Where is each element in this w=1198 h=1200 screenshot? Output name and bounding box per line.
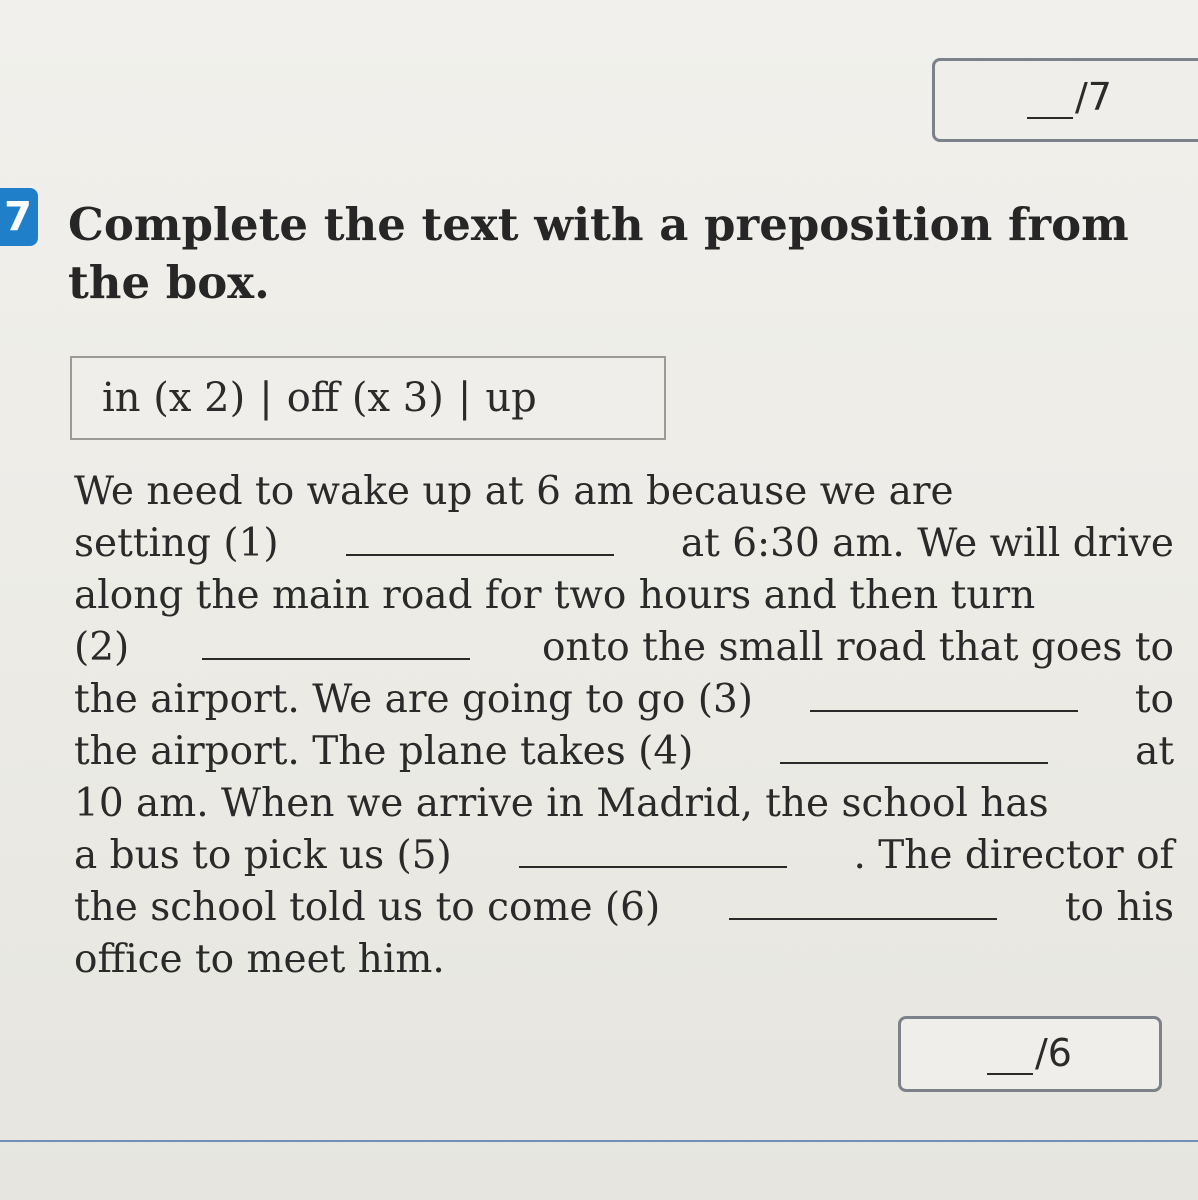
- passage-text-segment: at 6:30 am. We will drive: [680, 521, 1174, 566]
- passage-text: [74, 466, 1174, 986]
- passage-text-segment: setting (1): [74, 521, 279, 566]
- passage-text-segment: the airport. The plane takes (4): [74, 729, 694, 774]
- score-box-top[interactable]: [932, 58, 1198, 142]
- instruction-line-1: Complete the text with a preposition from: [68, 198, 1129, 251]
- answer-blank-3[interactable]: [810, 674, 1078, 712]
- passage-line: [74, 934, 1174, 986]
- passage-line: [74, 778, 1174, 830]
- exercise-instruction: [68, 196, 1178, 312]
- score-box-bottom[interactable]: [898, 1016, 1162, 1092]
- passage-line: [74, 466, 1174, 518]
- section-divider: [0, 1140, 1198, 1142]
- answer-blank-2[interactable]: [202, 622, 470, 660]
- passage-line: [74, 674, 1174, 726]
- passage-text-segment: at: [1135, 729, 1174, 774]
- passage-text-segment: to his: [1064, 885, 1174, 930]
- passage-text-segment: onto the small road that goes to: [542, 625, 1174, 670]
- instruction-line-2: the box.: [68, 256, 270, 309]
- passage-text-segment: . The director of: [853, 833, 1174, 878]
- word-box: [70, 356, 666, 440]
- word-option: off (x 3): [286, 375, 444, 421]
- score-total: /7: [1075, 75, 1112, 119]
- score-total: /6: [1035, 1031, 1072, 1075]
- passage-text-segment: office to meet him.: [74, 937, 445, 982]
- answer-blank-5[interactable]: [519, 830, 787, 868]
- score-blank[interactable]: [1027, 87, 1073, 119]
- passage-line: [74, 518, 1174, 570]
- passage-line: [74, 570, 1174, 622]
- passage-line: [74, 830, 1174, 882]
- passage-text-segment: a bus to pick us (5): [74, 833, 452, 878]
- answer-blank-6[interactable]: [729, 882, 997, 920]
- passage-text-segment: 10 am. When we arrive in Madrid, the school has: [74, 781, 1049, 826]
- exercise-number-badge: 7: [0, 188, 38, 246]
- passage-line: [74, 726, 1174, 778]
- answer-blank-1[interactable]: [346, 518, 614, 556]
- passage-text-segment: along the main road for two hours and then turn: [74, 573, 1036, 618]
- passage-line: [74, 882, 1174, 934]
- word-separator: |: [457, 375, 472, 421]
- passage-text-segment: (2): [74, 625, 130, 670]
- passage-text-segment: to: [1134, 677, 1174, 722]
- word-separator: |: [259, 375, 273, 421]
- passage-text-segment: the school told us to come (6): [74, 885, 661, 930]
- passage-line: [74, 622, 1174, 674]
- answer-blank-4[interactable]: [780, 726, 1048, 764]
- word-option: in (x 2): [102, 375, 246, 421]
- passage-text-segment: We need to wake up at 6 am because we are: [74, 469, 954, 514]
- word-option: up: [485, 375, 537, 421]
- score-blank[interactable]: [987, 1043, 1033, 1075]
- passage-text-segment: the airport. We are going to go (3): [74, 677, 753, 722]
